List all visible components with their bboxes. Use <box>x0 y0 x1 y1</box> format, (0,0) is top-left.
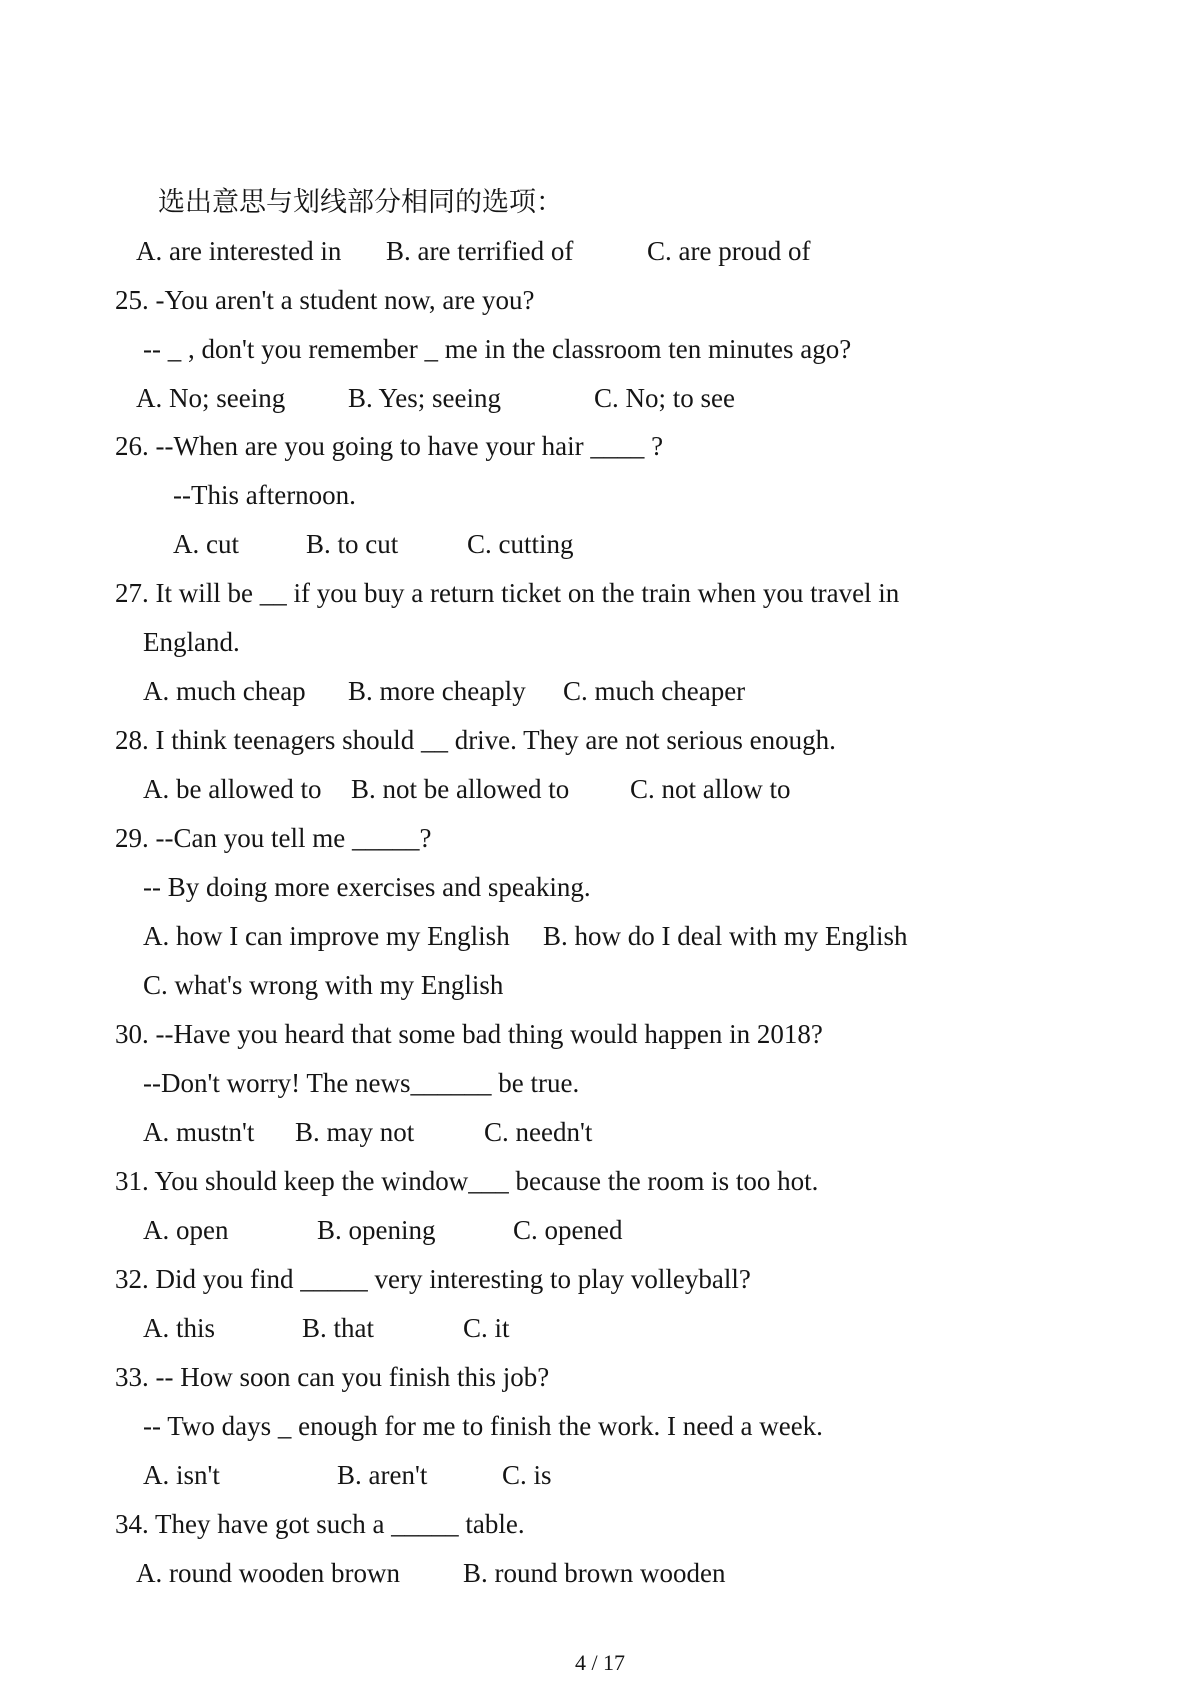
q29-reply: -- By doing more exercises and speaking. <box>143 872 591 902</box>
q27-stem: 27. It will be __ if you buy a return ticket on the train when you travel in <box>115 578 900 608</box>
q28-stem: 28. I think teenagers should __ drive. They are not serious enough. <box>115 725 836 755</box>
q29-option-b: B. how do I deal with my English <box>543 921 908 951</box>
q27-option-b: B. more cheaply <box>348 676 526 706</box>
q25-option-a: A. No; seeing <box>136 383 286 413</box>
q27-option-c: C. much cheaper <box>563 676 746 706</box>
q27-option-a: A. much cheap <box>143 676 306 706</box>
q26-option-b: B. to cut <box>306 529 399 559</box>
q30-option-b: B. may not <box>295 1117 415 1147</box>
q34-option-b: B. round brown wooden <box>463 1558 726 1588</box>
q25-option-b: B. Yes; seeing <box>348 383 502 413</box>
q26-option-c: C. cutting <box>467 529 574 559</box>
q31-option-a: A. open <box>143 1215 229 1245</box>
q30-reply: --Don't worry! The news______ be true. <box>143 1068 580 1098</box>
instruction-text: 选出意思与划线部分相同的选项： <box>158 187 563 217</box>
q33-option-a: A. isn't <box>143 1460 220 1490</box>
q26-reply: --This afternoon. <box>173 480 356 510</box>
q33-option-b: B. aren't <box>337 1460 428 1490</box>
q31-option-c: C. opened <box>513 1215 623 1245</box>
q25-stem: 25. -You aren't a student now, are you? <box>115 285 535 315</box>
q25-option-c: C. No; to see <box>594 383 735 413</box>
q24-option-b: B. are terrified of <box>386 236 574 266</box>
q29-option-a: A. how I can improve my English <box>143 921 510 951</box>
q31-stem: 31. You should keep the window___ because the room is too hot. <box>115 1166 819 1196</box>
q28-option-c: C. not allow to <box>630 774 791 804</box>
q32-option-a: A. this <box>143 1313 216 1343</box>
q34-option-a: A. round wooden brown <box>136 1558 400 1588</box>
q33-option-c: C. is <box>502 1460 552 1490</box>
q24-option-c: C. are proud of <box>647 236 811 266</box>
q34-stem: 34. They have got such a _____ table. <box>115 1509 525 1539</box>
q33-stem: 33. -- How soon can you finish this job? <box>115 1362 550 1392</box>
q32-stem: 32. Did you find _____ very interesting to play volleyball? <box>115 1264 751 1294</box>
page-number: 4 / 17 <box>574 1650 626 1675</box>
q32-option-c: C. it <box>463 1313 510 1343</box>
q33-reply: -- Two days _ enough for me to finish the work. I need a week. <box>143 1411 823 1441</box>
q24-option-a: A. are interested in <box>136 236 342 266</box>
q26-option-a: A. cut <box>173 529 239 559</box>
q30-stem: 30. --Have you heard that some bad thing would happen in 2018? <box>115 1019 823 1049</box>
q28-option-b: B. not be allowed to <box>351 774 570 804</box>
q30-option-a: A. mustn't <box>143 1117 255 1147</box>
q30-option-c: C. needn't <box>484 1117 593 1147</box>
q25-reply: -- _ , don't you remember _ me in the classroom ten minutes ago? <box>143 334 852 364</box>
q26-stem: 26. --When are you going to have your hair ____ ? <box>115 431 664 461</box>
q31-option-b: B. opening <box>317 1215 436 1245</box>
q32-option-b: B. that <box>302 1313 374 1343</box>
q29-stem: 29. --Can you tell me _____? <box>115 823 432 853</box>
q28-option-a: A. be allowed to <box>143 774 322 804</box>
q27-stem-continued: England. <box>143 627 240 657</box>
q29-option-c: C. what's wrong with my English <box>143 970 504 1000</box>
